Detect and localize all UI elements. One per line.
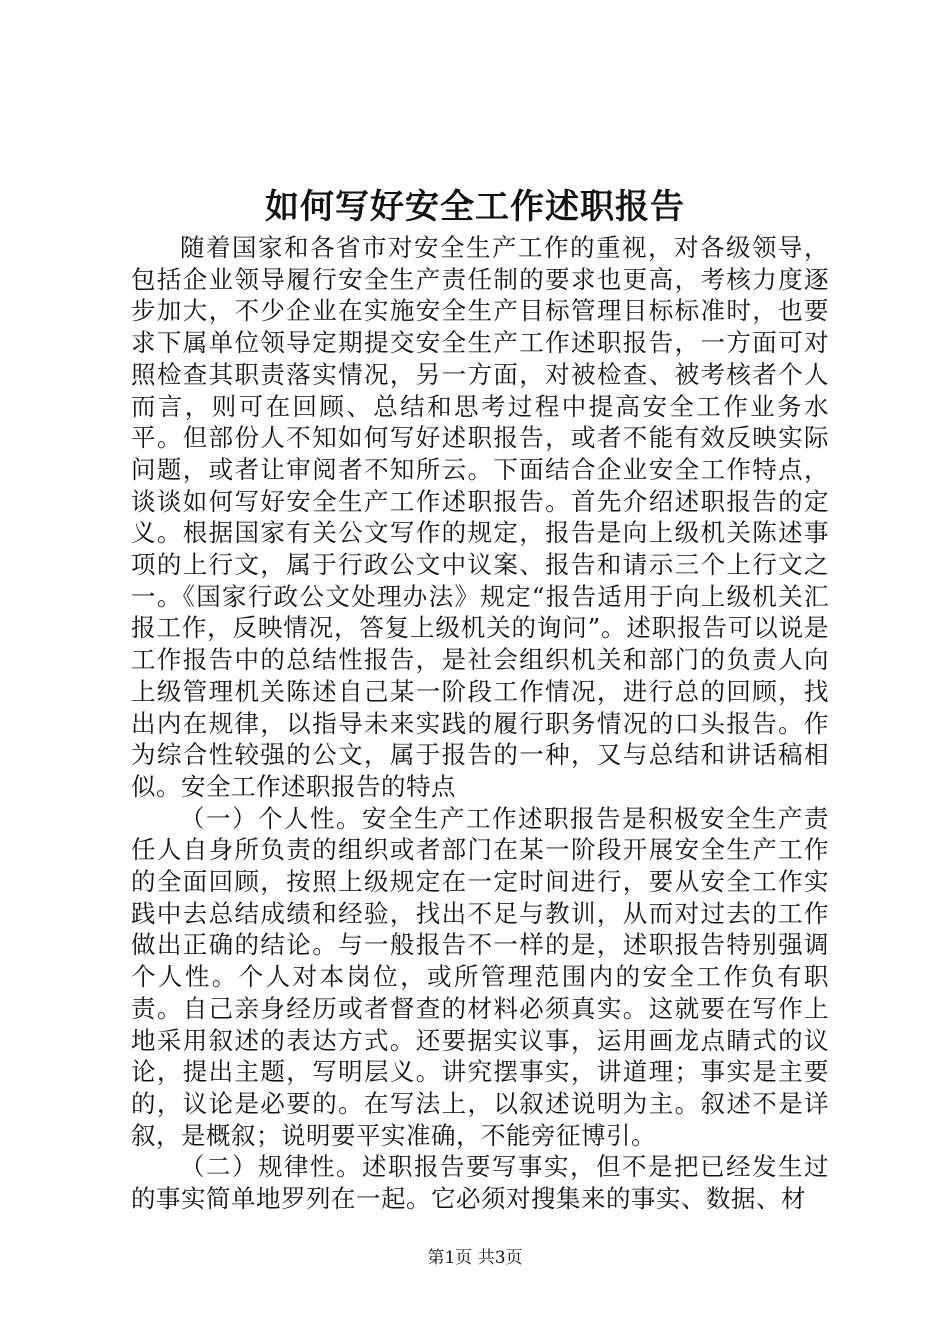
paragraph-personal: （一）个人性。安全生产工作述职报告是积极安全生产责任人自身所负责的组织或者部门在某一阶段开展安全生产工作的全面回顾，按照上级规定在一定时间进行，要从安全工作实践中去总结成绩和经验，找出不足与教训，从而对过去的工作做出正确的结论。与一般报告不一样的是，述职报告特别强调个人性。个人对本岗位，或所管理范围内的安全工作负有职责。自己亲身经历或者督查的材料必须真实。这就要在写作上地采用叙述的表达方式。还要据实议事，运用画龙点睛式的议论，提出主题，写明层义。讲究摆事实，讲道理；事实是主要的，议论是必要的。在写法上，以叙述说明为主。叙述不是详叙，是概叙；说明要平实准确，不能旁征博引。 — [131, 803, 829, 1150]
paragraph-regularity: （二）规律性。述职报告要写事实，但不是把已经发生过的事实简单地罗列在一起。它必须对搜集来的事实、数据、材 — [131, 1152, 829, 1214]
document-title: 如何写好安全工作述职报告 — [265, 187, 685, 227]
document-body — [131, 232, 829, 1215]
page-number: 第1页 共3页 — [427, 1248, 523, 1268]
paragraph-intro: 随着国家和各省市对安全生产工作的重视，对各级领导，包括企业领导履行安全生产责任制的要求也更高，考核力度逐步加大，不少企业在实施安全生产目标管理目标标准时，也要求下属单位领导定期提交安全生产工作述职报告，一方面可对照检查其职责落实情况，另一方面，对被检查、被考核者个人而言，则可在回顾、总结和思考过程中提高安全工作业务水平。但部份人不知如何写好述职报告，或者不能有效反映实际问题，或者让审阅者不知所云。下面结合企业安全工作特点，谈谈如何写好安全生产工作述职报告。首先介绍述职报告的定义。根据国家有关公文写作的规定，报告是向上级机关陈述事项的上行文，属于行政公文中议案、报告和请示三个上行文之一。《国家行政公文处理办法》规定“报告适用于向上级机关汇报工作，反映情况，答复上级机关的询问”。述职报告可以说是工作报告中的总结性报告，是社会组织机关和部门的负责人向上级管理机关陈述自己某一阶段工作情况，进行总的回顾，找出内在规律，以指导未来实践的履行职务情况的口头报告。作为综合性较强的公文，属于报告的一种，又与总结和讲话稿相似。安全工作述职报告的特点 — [131, 233, 829, 801]
